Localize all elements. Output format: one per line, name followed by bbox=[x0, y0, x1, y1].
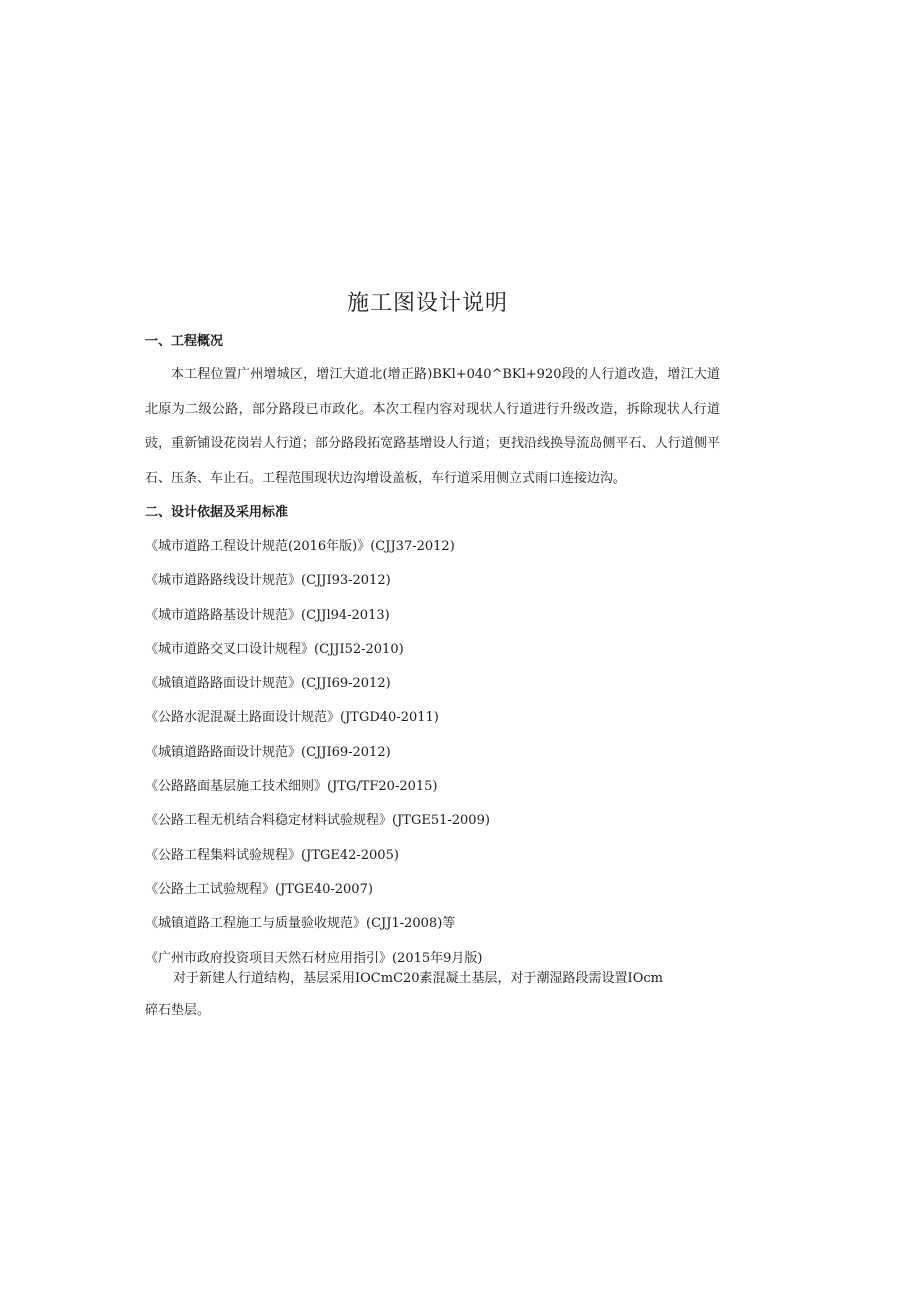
standard-item: 《公路工程集料试验规程》(JTGE42-2005) bbox=[145, 847, 399, 863]
standard-item: 《城市道路路基设计规范》(CJJl94-2013) bbox=[145, 607, 390, 623]
standard-item: 《城市道路交叉口设计规程》(CJJI52-2010) bbox=[145, 641, 404, 657]
standards-list bbox=[145, 530, 490, 976]
standard-item: 《广州市政府投资项目天然石材应用指引》(2015年9月版) bbox=[145, 950, 483, 966]
standard-item: 《城镇道路路面设计规范》(CJJI69-2012) bbox=[145, 744, 391, 760]
standard-item: 《城市道路工程设计规范(2016年版)》(CJJ37-2012) bbox=[145, 539, 455, 554]
standard-item: 《公路工程无机结合料稳定材料试验规程》(JTGE51-2009) bbox=[145, 813, 490, 829]
structure-note: 对于新建人行道结构，基层采用IOCmC20素混凝土基层，对于潮湿路段需设置IOcm碎石垫层。 bbox=[145, 971, 663, 1018]
standard-item: 《城镇道路路面设计规范》(CJJI69-2012) bbox=[145, 676, 391, 692]
section-heading-overview: 一、工程概况 bbox=[145, 334, 224, 349]
standard-item: 《公路水泥混凝土路面设计规范》(JTGD40-2011) bbox=[145, 710, 439, 726]
document-title: 施工图设计说明 bbox=[346, 291, 508, 316]
standard-item: 《公路土工试验规程》(JTGE40-2007) bbox=[145, 881, 373, 897]
section-heading-standards: 二、设计依据及采用标准 bbox=[145, 505, 289, 520]
standard-item: 《城市道路路线设计规范》(CJJI93-2012) bbox=[145, 573, 391, 589]
overview-paragraph: 本工程位置广州增城区，增江大道北(增正路)BKl+040^BKl+920段的人行道改造，增江大道北原为二级公路，部分路段已市政化。本次工程内容对现状人行道进行升级改造，拆除现状人行道豉，重新铺设花岗岩人行道；部分路段拓宽路基增设人行道；更找沿线换导流岛侧平石、人行道侧平石、压条、车止石。工程范围现状边沟增设盖板，车行道采用侧立式雨口连接边沟。 bbox=[145, 367, 720, 486]
standard-item: 《城镇道路工程施工与质量验收规范》(CJJ1-2008)等 bbox=[145, 916, 456, 932]
standard-item: 《公路路面基层施工技术细则》(JTG/TF20-2015) bbox=[145, 779, 438, 795]
